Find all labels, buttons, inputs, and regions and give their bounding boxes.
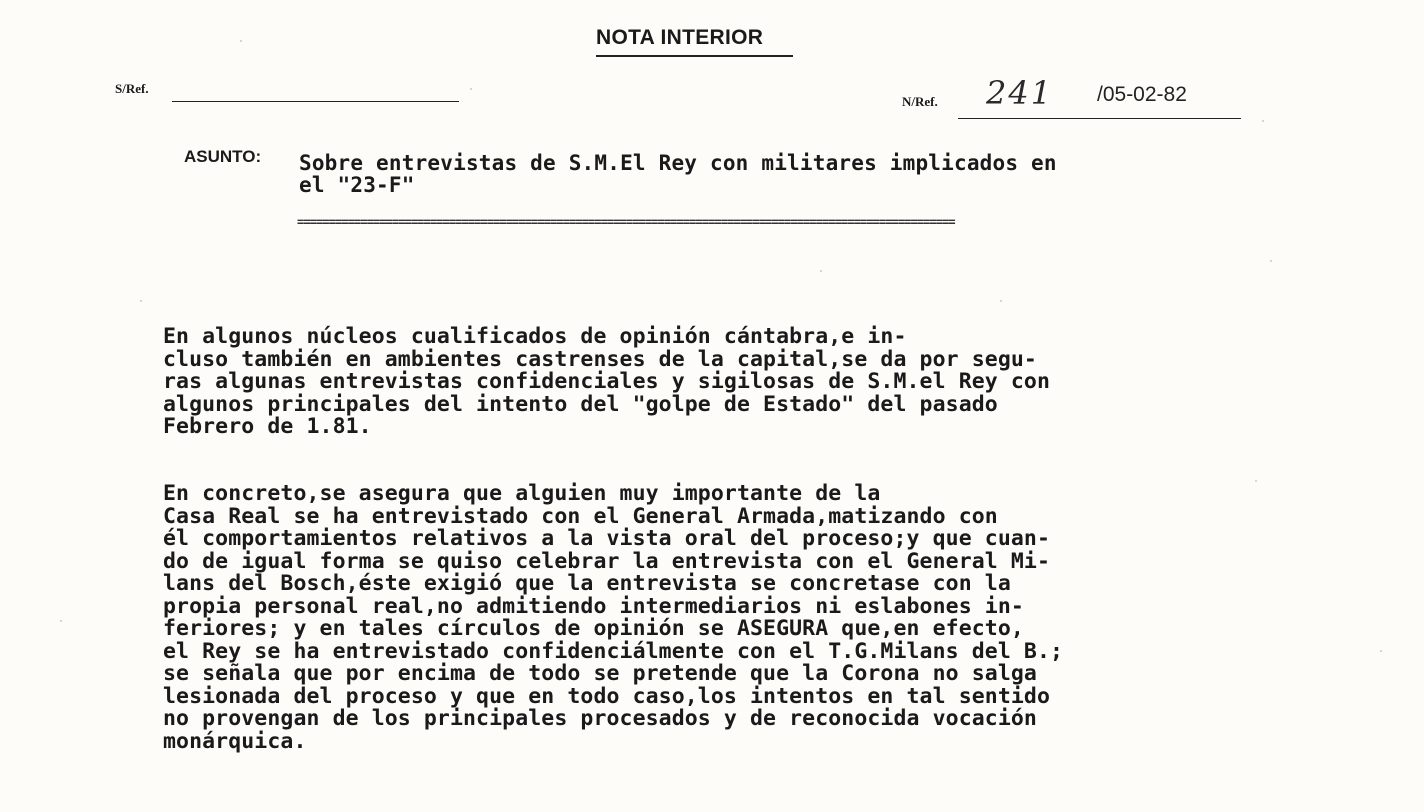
body-paragraph: En algunos núcleos cualificados de opinión cántabra,e in- cluso también en ambientes castrenses de la capital,se da por segu- ras algunas entrevistas confidenciales y sigilosas de S.M.el Rey con algunos principales del intento del "golpe de Estado" del pasado Febrero de 1.81. [163,324,1050,439]
title-underline [596,55,793,57]
subject-text: Sobre entrevistas de S.M.El Rey con militares implicados en el "23-F" [299,151,1057,197]
n-ref-line [958,118,1241,119]
n-ref-number: 241 [986,74,1054,112]
separator-rule: ======================================================================================================== [297,216,955,228]
subject-label: ASUNTO: [184,147,262,166]
document-title: NOTA INTERIOR [596,26,764,49]
body-paragraph: En concreto,se asegura que alguien muy importante de la Casa Real se ha entrevistado con el General Armada,matizando con él comportamientos relativos a la vista oral del proceso;y que cuan- do de igual forma se quiso celebrar la entrevista con el General Mi- lans del Bosch,éste exigió que la entrevista se concretase con la propia personal real,no admitiendo intermediarios ni eslabones in- feriores; y en tales círculos de opinión se ASEGURA que,en efecto, el Rey se ha entrevistado confidenciálmente con el T.G.Milans del B.; se señala que por encima de todo se pretende que la Corona no salga lesionada del proceso y que en todo caso,los intentos en tal sentido no provengan de los principales procesados y de reconocida vocación monárquica. [163,481,1064,754]
s-ref-label: S/Ref. [115,81,149,96]
n-ref-label: N/Ref. [902,94,938,109]
s-ref-blank-line [172,101,459,102]
n-ref-date: /05-02-82 [1097,83,1187,106]
